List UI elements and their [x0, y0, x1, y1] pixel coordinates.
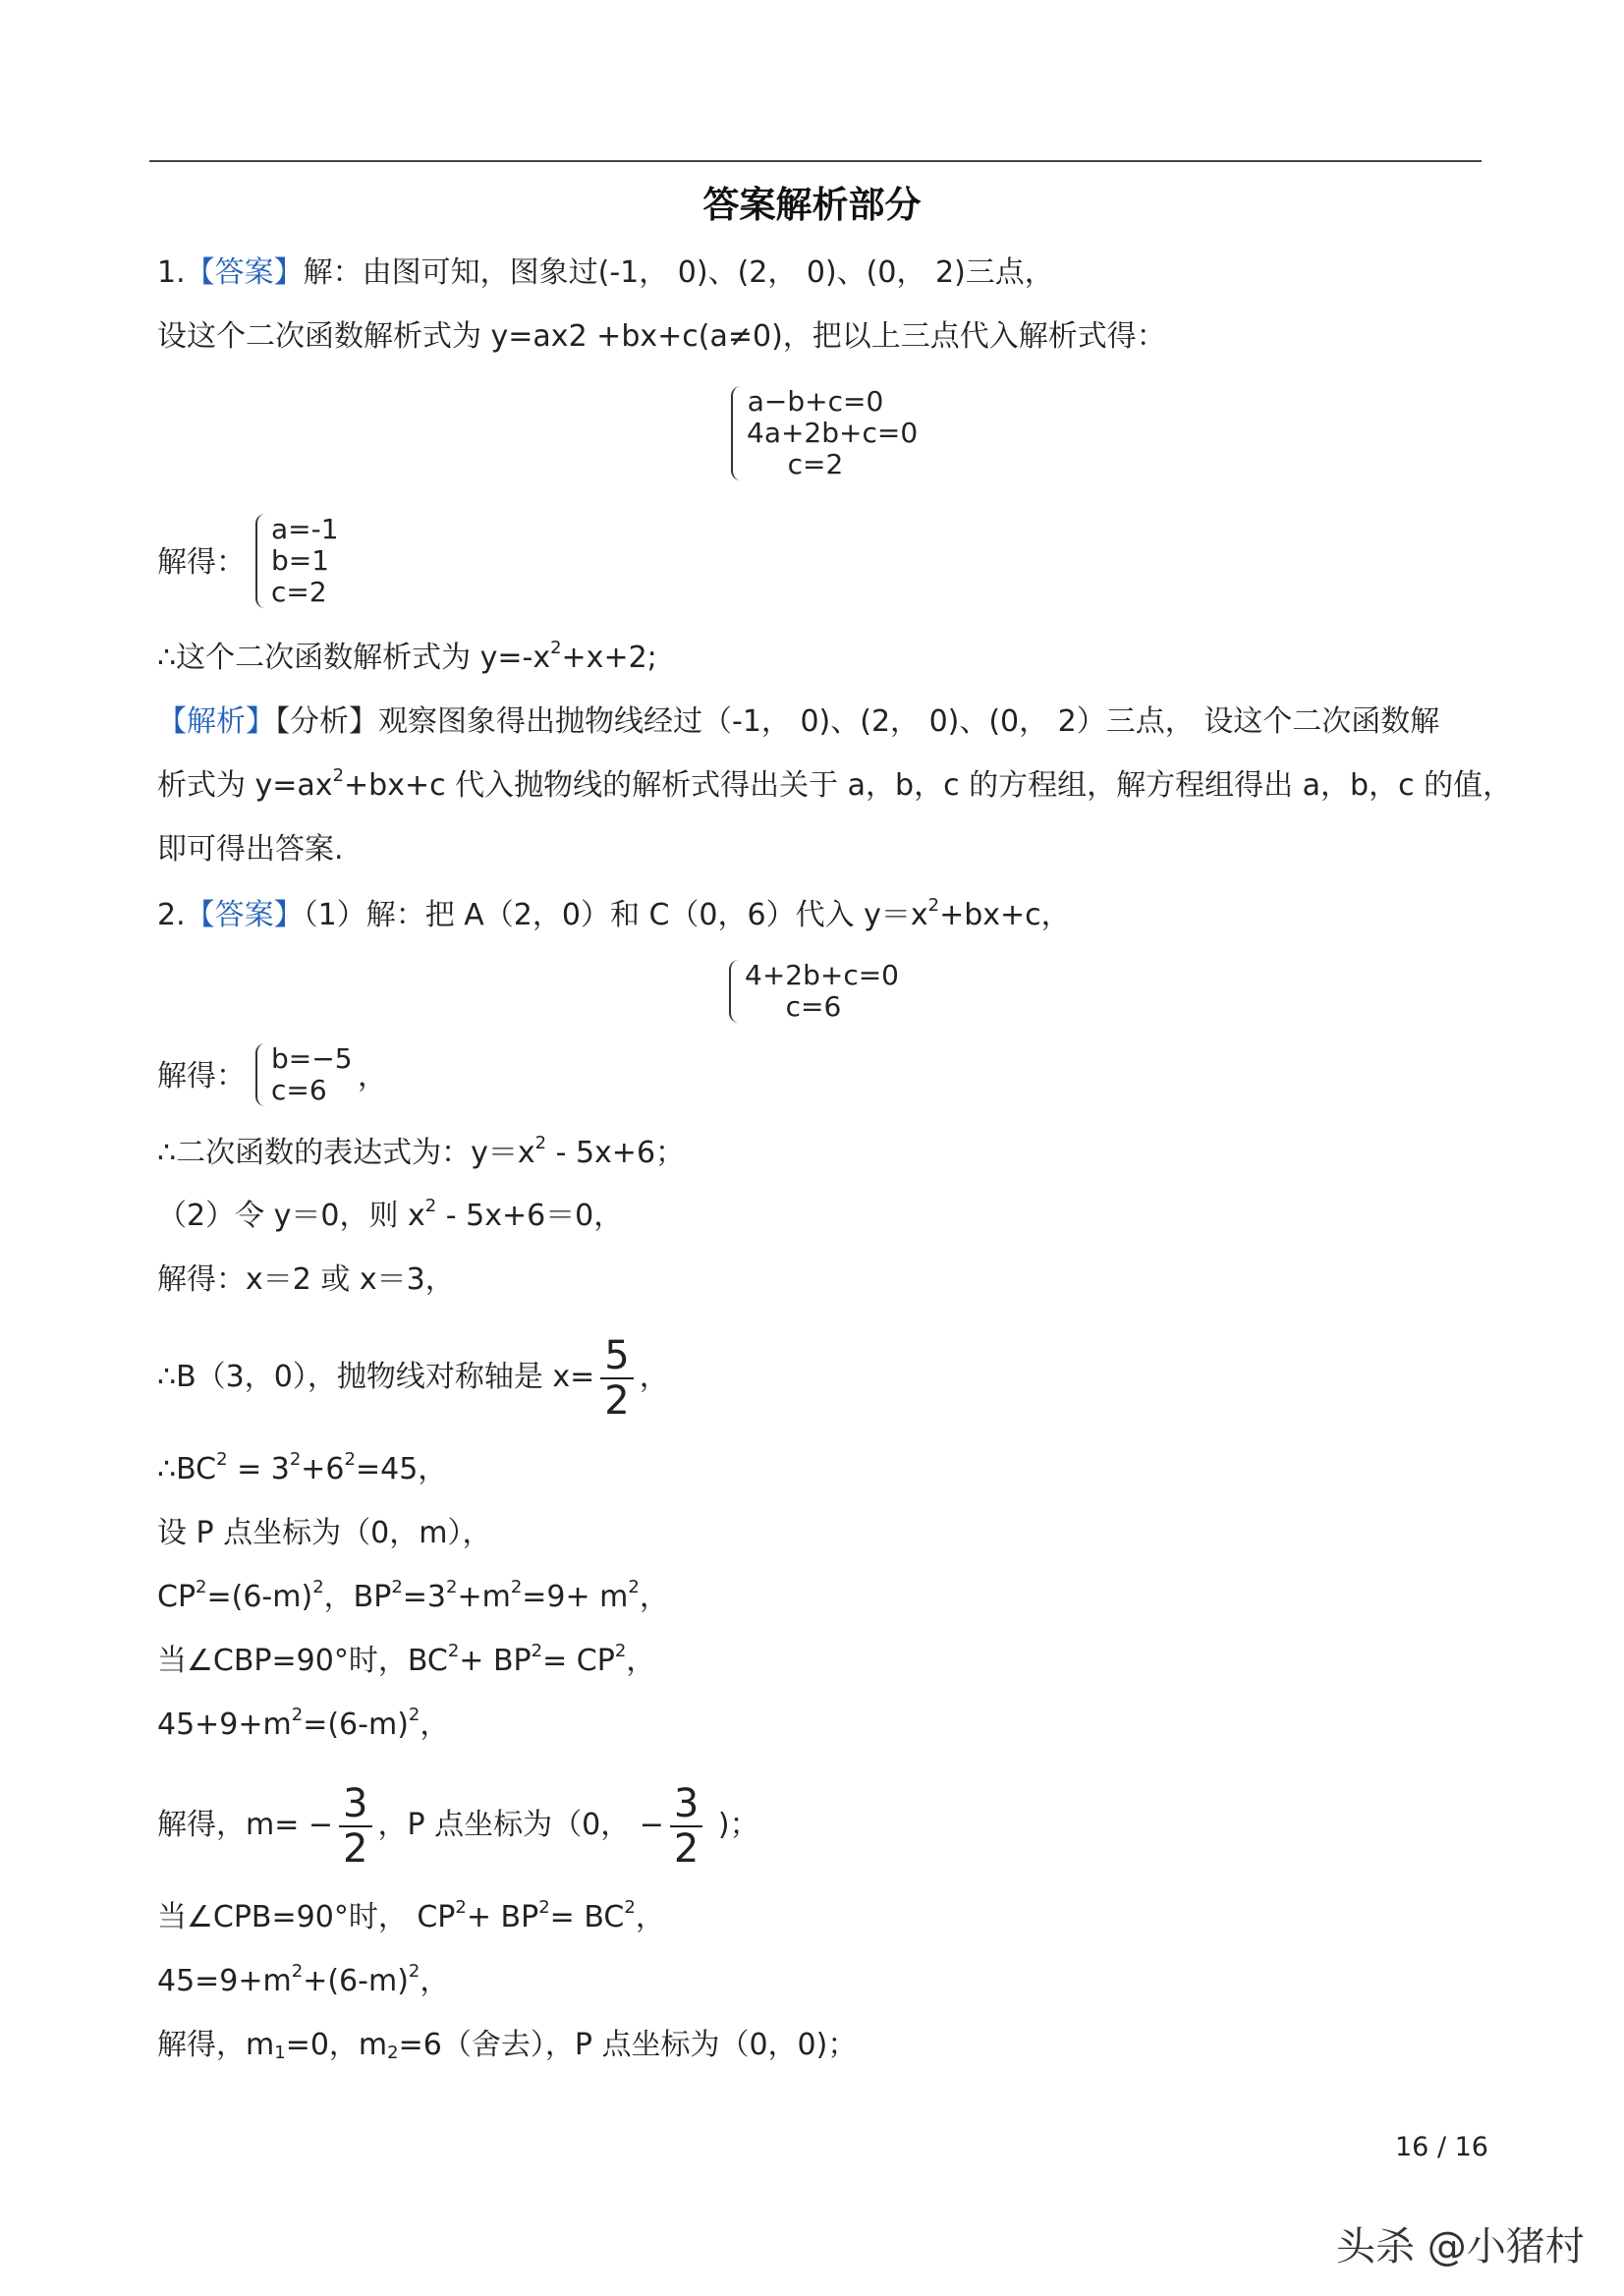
q2-case2-c: = BC: [549, 1900, 625, 1934]
q2-case1-s1: 2: [447, 1641, 460, 1661]
q2-cp-a: CP: [157, 1580, 196, 1614]
q1-conclusion-sup: 2: [550, 638, 562, 658]
q2-system-eq2: c=6: [785, 990, 842, 1023]
q2-bc-s1: 2: [216, 1449, 228, 1470]
q2-case1-b: + BP: [459, 1644, 532, 1678]
q1-answer-line: [157, 253, 1054, 293]
q2-cp-s4: 2: [446, 1577, 458, 1597]
q2-part2: [157, 1197, 623, 1236]
q2-last-b: =0，m: [285, 2028, 388, 2062]
q1-answer-tag: 【答案】: [185, 255, 304, 290]
q1-conclusion-text: ∴这个二次函数解析式为 y=-x: [157, 641, 551, 675]
q2-bc-s3: 2: [344, 1449, 356, 1470]
q2-bc-c: +6: [301, 1452, 345, 1486]
q2-eq1-c: ，: [420, 1708, 450, 1742]
q2-eq2-c: ，: [420, 1964, 450, 1998]
page-title: 答案解析部分: [702, 184, 922, 226]
q2-eq2: [157, 1962, 449, 2001]
header-rule: [149, 160, 1482, 162]
q2-case2-s3: 2: [624, 1897, 636, 1918]
q2-cp-bp: [157, 1578, 669, 1617]
q2-case2: [157, 1898, 665, 1937]
q2-axis-fraction: [600, 1334, 633, 1423]
q2-m-a: 解得，m= −: [157, 1808, 334, 1842]
q2-bc: [157, 1450, 447, 1489]
q1-analysis-text2b: +bx+c 代入抛物线的解析式得出关于 a，b，c 的方程组，解方程组得出 a，b，c 的值，: [344, 768, 1513, 803]
q1-system-eq1: a−b+c=0: [747, 385, 884, 418]
q2-system: [745, 959, 899, 1023]
q2-case1-s2: 2: [531, 1641, 543, 1661]
q2-axis-tail: ，: [639, 1360, 669, 1394]
q2-eq2-b: +(6-m): [303, 1964, 409, 1998]
q1-solution-a: a=-1: [271, 513, 339, 545]
q2-case2-d: ，: [635, 1900, 665, 1934]
q1-system-brace: [731, 386, 743, 480]
q2-bc-s2: 2: [289, 1449, 302, 1470]
q2-bc-a: ∴BC: [157, 1452, 217, 1486]
q2-expr-sup: 2: [534, 1133, 547, 1153]
q2-last-c: =6（舍去），P 点坐标为（0，0)；: [398, 2028, 858, 2062]
q2-eq2-s1: 2: [291, 1961, 304, 1982]
q2-solve-line: [157, 1057, 246, 1096]
q2-cp-s3: 2: [391, 1577, 403, 1597]
watermark: 头杀 @小猪村: [1336, 2224, 1585, 2269]
q2-m2-num: 3: [670, 1782, 702, 1827]
q2-line1b: +bx+c，: [939, 898, 1071, 932]
q2-case1-s3: 2: [614, 1641, 627, 1661]
q2-bc-b: = 3: [227, 1452, 290, 1486]
q2-bc-d: =45，: [355, 1452, 448, 1486]
q2-part2-sup: 2: [424, 1196, 437, 1216]
q2-m2-den: 2: [673, 1825, 700, 1872]
q1-number: 1.: [157, 255, 186, 290]
q1-analysis-sup: 2: [332, 765, 345, 786]
q2-expr-tail: - 5x+6；: [546, 1136, 686, 1170]
q2-roots: 解得：x＝2 或 x＝3，: [157, 1262, 455, 1297]
q2-last-s1: 1: [274, 2043, 286, 2063]
q2-part2-tail: - 5x+6＝0，: [436, 1199, 624, 1233]
q2-set-p: 设 P 点坐标为（0，m），: [157, 1516, 492, 1550]
q1-analysis-line2: [157, 766, 1512, 806]
q2-eq1: [157, 1706, 449, 1745]
q1-solution-brace: [255, 514, 267, 608]
q1-analysis-text2a: 析式为 y=ax: [157, 768, 333, 803]
q2-eq1-a: 45+9+m: [157, 1708, 292, 1742]
q2-line1a: （1）解：把 A（2，0）和 C（0，6）代入 y＝x: [303, 898, 928, 932]
q2-axis-num: 5: [600, 1334, 633, 1379]
q2-number: 2.: [157, 898, 186, 932]
q2-solution-b: b=−5: [271, 1042, 353, 1075]
q2-eq1-s2: 2: [408, 1705, 420, 1725]
q2-eq2-s2: 2: [408, 1961, 420, 1982]
q1-solve-label: 解得：: [157, 545, 246, 580]
q2-solution-brace: [255, 1043, 267, 1106]
q2-answer-line: [157, 896, 1071, 935]
q2-case1-a: 当∠CBP=90°时，BC: [157, 1644, 448, 1678]
q2-axis-text: ∴B（3，0），抛物线对称轴是 x=: [157, 1360, 595, 1394]
q1-analysis-line3: 即可得出答案.: [157, 832, 344, 867]
q2-part2-text: （2）令 y＝0，则 x: [157, 1199, 425, 1233]
q2-solution-c: c=6: [271, 1074, 327, 1106]
q2-axis: [157, 1328, 669, 1427]
q2-cp-e: +m: [457, 1580, 511, 1614]
q2-cp-d: =3: [402, 1580, 446, 1614]
q2-cp-s2: 2: [312, 1577, 324, 1597]
q2-cp-b: =(6-m): [206, 1580, 313, 1614]
q2-m-num: 3: [339, 1782, 371, 1827]
q1-analysis-line1: [157, 702, 1439, 742]
q2-system-eq1: 4+2b+c=0: [745, 959, 899, 991]
q2-last-a: 解得，m: [157, 2028, 275, 2062]
q2-system-brace: [729, 960, 741, 1023]
q1-conclusion: [157, 639, 657, 678]
q1-analysis-text1: 【分析】观察图象得出抛物线经过（-1， 0)、(2， 0)、(0， 2）三点， 设这个二次函数解: [275, 704, 1440, 739]
q2-case2-s2: 2: [538, 1897, 550, 1918]
q2-cp-s1: 2: [196, 1577, 207, 1597]
q2-cp-f: =9+ m: [522, 1580, 629, 1614]
q1-system: [747, 385, 919, 480]
q2-case2-s1: 2: [455, 1897, 467, 1918]
q2-eq1-s1: 2: [291, 1705, 304, 1725]
q2-last: [157, 2026, 857, 2065]
q2-m-b: ，P 点坐标为（0， −: [377, 1808, 664, 1842]
q2-case1-d: ，: [626, 1644, 656, 1678]
q1-analysis-tag: 【解析】: [157, 704, 275, 739]
q2-expr-text: ∴二次函数的表达式为：y＝x: [157, 1136, 535, 1170]
q2-answer-tag: 【答案】: [185, 898, 304, 932]
q2-m-den: 2: [343, 1825, 368, 1872]
q1-solution-c: c=2: [271, 576, 327, 608]
q2-solve-label: 解得：: [157, 1059, 246, 1093]
q2-last-s2: 2: [387, 2043, 399, 2063]
q2-expression: [157, 1134, 685, 1173]
q2-cp-g: ，: [639, 1580, 669, 1614]
q2-case2-b: + BP: [466, 1900, 539, 1934]
q2-cp-s5: 2: [510, 1577, 523, 1597]
q1-conclusion-tail: +x+2;: [561, 641, 657, 675]
q2-m-solution: [157, 1776, 759, 1875]
q2-eq2-a: 45=9+m: [157, 1964, 292, 1998]
q1-solution-b: b=1: [271, 544, 330, 577]
q1-system-eq2: 4a+2b+c=0: [747, 417, 919, 449]
q2-cp-s6: 2: [628, 1577, 640, 1597]
q2-case2-a: 当∠CPB=90°时， CP: [157, 1900, 456, 1934]
q2-m-c: )；: [708, 1808, 759, 1842]
q1-line1: 解：由图可知，图象过(-1， 0)、(2， 0)、(0， 2)三点，: [303, 255, 1054, 290]
q2-eq1-b: =(6-m): [303, 1708, 409, 1742]
q2-case1-c: = CP: [542, 1644, 615, 1678]
q2-solve-after: ，: [358, 1059, 387, 1093]
q1-line2: 设这个二次函数解析式为 y=ax2 +bx+c(a≠0)，把以上三点代入解析式得：: [157, 319, 1166, 354]
q2-cp-c: ，BP: [323, 1580, 392, 1614]
q1-solution: [271, 514, 339, 608]
q2-m-fraction: [339, 1782, 371, 1871]
q2-m2-fraction: [670, 1782, 702, 1871]
q2-axis-den: 2: [604, 1377, 630, 1424]
q2-case1: [157, 1642, 655, 1681]
page-number: 16 / 16: [1395, 2132, 1488, 2162]
q2-line1-sup: 2: [927, 895, 940, 916]
q2-solution: [271, 1043, 353, 1106]
q1-system-eq3: c=2: [787, 448, 844, 480]
